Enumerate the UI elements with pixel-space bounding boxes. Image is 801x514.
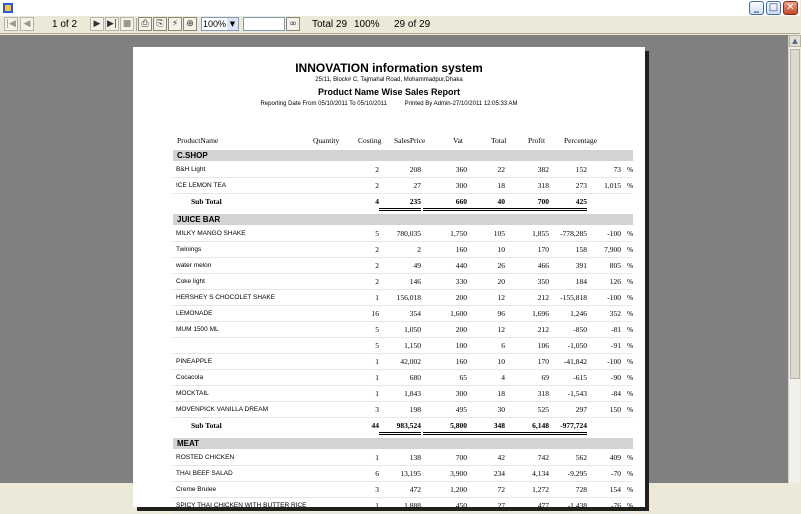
table-row	[173, 227, 633, 242]
qty-cell: 16	[371, 309, 379, 318]
vat-cell: 234	[493, 469, 505, 478]
total-cell: 525	[537, 405, 549, 414]
print-icon[interactable]: ⎙	[138, 17, 152, 31]
total-cell: 318	[537, 181, 549, 190]
sale-cell: 360	[455, 165, 467, 174]
next-page-icon[interactable]: ▶	[90, 17, 104, 31]
vat-cell: 42	[497, 453, 505, 462]
zoom-select[interactable]	[201, 17, 239, 31]
qty-cell: 2	[375, 165, 379, 174]
cost-cell: 27	[413, 181, 421, 190]
vat-cell: 18	[497, 181, 505, 190]
cost-cell: 472	[409, 485, 421, 494]
pct-cell: -100	[607, 357, 621, 366]
total-cell: 212	[537, 293, 549, 302]
section-header: MEAT	[173, 438, 633, 449]
percent-indicator: 100%	[354, 19, 380, 30]
page-indicator: 1 of 2	[52, 19, 78, 30]
cost-cell: 1,150	[404, 341, 421, 350]
qty-cell: 1	[375, 501, 379, 510]
cost-cell: 1,050	[404, 325, 421, 334]
sale-cell: 330	[455, 277, 467, 286]
profit-cell: -1,543	[567, 389, 587, 398]
vat-cell: 6	[501, 341, 505, 350]
subtotal-qty: 44	[371, 421, 379, 430]
sale-cell: 1,200	[450, 485, 467, 494]
total-cell: 212	[537, 325, 549, 334]
subtotal-row	[173, 196, 633, 209]
subtotal-label: Sub Total	[191, 197, 222, 206]
cost-cell: 2	[417, 245, 421, 254]
scroll-up-icon[interactable]: ▲	[789, 35, 801, 47]
product-name-cell: ROSTED CHICKEN	[176, 454, 235, 461]
chevron-down-icon: ▼	[227, 18, 238, 30]
sale-cell: 450	[455, 501, 467, 510]
percent-symbol: %	[627, 181, 634, 190]
refresh-icon[interactable]: ⚡	[168, 17, 182, 31]
percent-symbol: %	[627, 245, 634, 254]
qty-cell: 2	[375, 245, 379, 254]
reporting-date: Reporting Date From 05/10/2011 To 05/10/2011	[260, 101, 387, 107]
cost-cell: 49	[413, 261, 421, 270]
total-cell: 477	[537, 501, 549, 510]
cost-cell: 1,843	[404, 389, 421, 398]
report-viewer	[0, 35, 788, 510]
product-name-cell: MILKY MANGO SHAKE	[176, 230, 246, 237]
cost-cell: 13,195	[400, 469, 421, 478]
qty-cell: 5	[375, 341, 379, 350]
sale-cell: 65	[459, 373, 467, 382]
subtotal-vat: 40	[467, 196, 505, 211]
total-cell: 382	[537, 165, 549, 174]
product-name-cell: ICE LEMON TEA	[176, 182, 227, 189]
vat-cell: 18	[497, 389, 505, 398]
cost-cell: 146	[409, 277, 421, 286]
last-page-icon[interactable]: ▶|	[105, 17, 119, 31]
qty-cell: 1	[375, 357, 379, 366]
col-header-percentage: Percentage	[564, 136, 597, 145]
printed-by: Printed By Admin-27/10/2011 12:05:33 AM	[404, 101, 518, 107]
company-name: INNOVATION information system	[295, 61, 483, 75]
product-name-cell: Cocacola	[176, 374, 204, 381]
percent-symbol: %	[627, 277, 634, 286]
vat-cell: 96	[497, 309, 505, 318]
profit-cell: -1,438	[567, 501, 587, 510]
table-row	[173, 163, 633, 178]
pct-cell: 352	[609, 309, 621, 318]
profit-cell: -9,295	[567, 469, 587, 478]
subtotal-cost: 983,524	[379, 420, 421, 435]
subtotal-total: 700	[505, 196, 549, 211]
col-header-productname: ProductName	[177, 136, 219, 145]
percent-symbol: %	[627, 325, 634, 334]
vat-cell: 12	[497, 293, 505, 302]
sale-cell: 1,600	[450, 309, 467, 318]
qty-cell: 6	[375, 469, 379, 478]
total-cell: 466	[537, 261, 549, 270]
cost-cell: 680	[409, 373, 421, 382]
pct-cell: 73	[613, 165, 621, 174]
product-name-cell: HERSHEY S CHOCOLET SHAKE	[176, 294, 276, 301]
export-icon[interactable]: ⎘	[153, 17, 167, 31]
profit-cell: 1,246	[570, 309, 587, 318]
subtotal-profit: -977,724	[549, 420, 587, 435]
subtotal-qty: 4	[375, 197, 379, 206]
col-header-quantity: Quantity	[313, 136, 340, 145]
subtotal-cost: 235	[379, 196, 421, 211]
report-meta	[133, 101, 645, 107]
cost-cell: 354	[409, 309, 421, 318]
percent-symbol: %	[627, 293, 634, 302]
qty-cell: 5	[375, 325, 379, 334]
table-row	[173, 259, 633, 274]
total-cell: 4,134	[532, 469, 549, 478]
report-title: Product Name Wise Sales Report	[318, 87, 460, 97]
total-cell: 170	[537, 357, 549, 366]
vat-cell: 20	[497, 277, 505, 286]
first-page-icon[interactable]: |◀	[4, 17, 18, 31]
percent-symbol: %	[627, 165, 634, 174]
profit-cell: 391	[575, 261, 587, 270]
report-page	[133, 47, 645, 510]
sale-cell: 200	[455, 293, 467, 302]
total-cell: 1,855	[532, 229, 549, 238]
table-row	[173, 371, 633, 386]
qty-cell: 1	[375, 389, 379, 398]
percent-symbol: %	[627, 229, 634, 238]
profit-cell: 297	[575, 405, 587, 414]
table-row	[173, 355, 633, 370]
app-icon	[2, 2, 14, 14]
percent-symbol: %	[627, 389, 634, 398]
pct-cell: 154	[609, 485, 621, 494]
vat-cell: 105	[493, 229, 505, 238]
profit-cell: -1,050	[567, 341, 587, 350]
table-row	[173, 179, 633, 194]
cost-cell: 42,002	[400, 357, 421, 366]
section-header: C.SHOP	[173, 150, 633, 161]
pct-cell: -100	[607, 293, 621, 302]
col-header-profit: Profit	[528, 136, 546, 145]
table-row	[173, 307, 633, 322]
percent-symbol: %	[627, 501, 634, 510]
scroll-thumb[interactable]	[790, 49, 800, 379]
product-name-cell: MOVENPICK VANILLA DREAM	[176, 406, 268, 413]
zoom-value: 100%	[203, 19, 227, 29]
pct-cell: 7,900	[604, 245, 621, 254]
percent-symbol: %	[627, 373, 634, 382]
percent-symbol: %	[627, 261, 634, 270]
product-name-cell: LEMONADE	[176, 310, 213, 317]
total-cell: 170	[537, 245, 549, 254]
profit-cell: 562	[575, 453, 587, 462]
pct-cell: -84	[611, 389, 621, 398]
total-cell: 69	[541, 373, 549, 382]
product-name-cell: water melon	[176, 262, 212, 269]
subtotal-label: Sub Total	[191, 421, 222, 430]
sale-cell: 100	[455, 341, 467, 350]
col-header-salesprice: SalesPrice	[394, 136, 426, 145]
qty-cell: 2	[375, 181, 379, 190]
qty-cell: 3	[375, 485, 379, 494]
pct-cell: -90	[611, 373, 621, 382]
table-row	[173, 387, 633, 402]
prev-page-icon[interactable]: ◀	[20, 17, 34, 31]
total-records: Total 29	[312, 19, 348, 30]
col-header-vat: Vat	[453, 136, 463, 145]
profit-cell: -778,285	[560, 229, 587, 238]
product-name-cell: MUM 1500 ML	[176, 326, 219, 333]
product-name-cell: MOCKTAIL	[176, 390, 209, 397]
subtotal-profit: 425	[549, 196, 587, 211]
sale-cell: 160	[455, 357, 467, 366]
qty-cell: 1	[375, 373, 379, 382]
pct-cell: 409	[609, 453, 621, 462]
product-name-cell: SPICY THAI CHICKEN WITH BUTTER RICE	[176, 502, 307, 509]
sale-cell: 300	[455, 389, 467, 398]
qty-cell: 2	[375, 277, 379, 286]
qty-cell: 5	[375, 229, 379, 238]
vat-cell: 30	[497, 405, 505, 414]
minimize-button[interactable]: _	[749, 1, 764, 15]
profit-cell: 273	[575, 181, 587, 190]
percent-symbol: %	[627, 357, 634, 366]
group-tree-icon[interactable]: ⊕	[183, 17, 197, 31]
qty-cell: 1	[375, 293, 379, 302]
sale-cell: 160	[455, 245, 467, 254]
table-row	[173, 403, 633, 418]
close-button[interactable]: ✕	[783, 1, 798, 15]
vat-cell: 22	[497, 165, 505, 174]
vat-cell: 27	[497, 501, 505, 510]
profit-cell: -850	[573, 325, 587, 334]
total-cell: 318	[537, 389, 549, 398]
report-toolbar	[0, 16, 800, 34]
percent-symbol: %	[627, 405, 634, 414]
percent-symbol: %	[627, 453, 634, 462]
cost-cell: 1,888	[404, 501, 421, 510]
window-title-bar	[0, 0, 800, 16]
col-header-total: Total	[491, 136, 507, 145]
qty-cell: 2	[375, 261, 379, 270]
percent-symbol: %	[627, 309, 634, 318]
percent-symbol: %	[627, 341, 634, 350]
pct-cell: 150	[609, 405, 621, 414]
subtotal-sale: 5,800	[423, 420, 467, 435]
pct-cell: 1,015	[604, 181, 621, 190]
vat-cell: 26	[497, 261, 505, 270]
product-name-cell: Twinings	[176, 246, 202, 253]
maximize-button[interactable]: □	[766, 1, 781, 15]
profit-cell: -41,842	[563, 357, 587, 366]
total-cell: 1,696	[532, 309, 549, 318]
product-name-cell: PINEAPPLE	[176, 358, 213, 365]
record-indicator: 29 of 29	[394, 19, 431, 30]
vat-cell: 12	[497, 325, 505, 334]
product-name-cell: THAI BEEF SALAD	[176, 470, 233, 477]
profit-cell: 158	[575, 245, 587, 254]
subtotal-total: 6,148	[505, 420, 549, 435]
stop-icon[interactable]: ■	[120, 17, 134, 31]
total-cell: 1,272	[532, 485, 549, 494]
total-cell: 742	[537, 453, 549, 462]
qty-cell: 1	[375, 453, 379, 462]
pct-cell: 126	[609, 277, 621, 286]
vertical-scrollbar[interactable]	[788, 35, 800, 483]
table-row	[173, 483, 633, 498]
pct-cell: -81	[611, 325, 621, 334]
total-cell: 106	[537, 341, 549, 350]
search-input[interactable]	[243, 17, 285, 31]
cost-cell: 156,018	[396, 293, 421, 302]
sale-cell: 3,900	[450, 469, 467, 478]
col-header-costing: Costing	[358, 136, 382, 145]
total-cell: 350	[537, 277, 549, 286]
sale-cell: 1,750	[450, 229, 467, 238]
vat-cell: 10	[497, 357, 505, 366]
profit-cell: 728	[575, 485, 587, 494]
product-name-cell: Creme Brulee	[176, 486, 217, 493]
sale-cell: 700	[455, 453, 467, 462]
table-row	[173, 451, 633, 466]
profit-cell: -155,818	[560, 293, 587, 302]
cost-cell: 138	[409, 453, 421, 462]
company-address: 25/11, Block# C, Tajmahal Road, Mohammadpur,Dhaka	[315, 77, 463, 83]
cost-cell: 780,035	[396, 229, 421, 238]
subtotal-vat: 348	[467, 420, 505, 435]
pct-cell: -76	[611, 501, 621, 510]
sale-cell: 495	[455, 405, 467, 414]
table-row	[173, 323, 633, 338]
profit-cell: -615	[573, 373, 587, 382]
sale-cell: 440	[455, 261, 467, 270]
pct-cell: 805	[609, 261, 621, 270]
sale-cell: 300	[455, 181, 467, 190]
pct-cell: -100	[607, 229, 621, 238]
table-row	[173, 499, 633, 514]
table-row	[173, 339, 633, 354]
table-row	[173, 467, 633, 482]
percent-symbol: %	[627, 485, 634, 494]
binoculars-icon[interactable]: ∞	[286, 17, 300, 31]
table-row	[173, 243, 633, 258]
profit-cell: 184	[575, 277, 587, 286]
table-row	[173, 291, 633, 306]
percent-symbol: %	[627, 469, 634, 478]
pct-cell: -91	[611, 341, 621, 350]
product-name-cell: B&H Light	[176, 166, 206, 173]
section-header: JUICE BAR	[173, 214, 633, 225]
vat-cell: 10	[497, 245, 505, 254]
cost-cell: 198	[409, 405, 421, 414]
product-name-cell: Coke light	[176, 278, 205, 285]
subtotal-sale: 660	[423, 196, 467, 211]
subtotal-row	[173, 420, 633, 433]
pct-cell: -70	[611, 469, 621, 478]
profit-cell: 152	[575, 165, 587, 174]
qty-cell: 3	[375, 405, 379, 414]
vat-cell: 72	[497, 485, 505, 494]
table-row	[173, 275, 633, 290]
vat-cell: 4	[501, 373, 505, 382]
cost-cell: 208	[409, 165, 421, 174]
sale-cell: 200	[455, 325, 467, 334]
